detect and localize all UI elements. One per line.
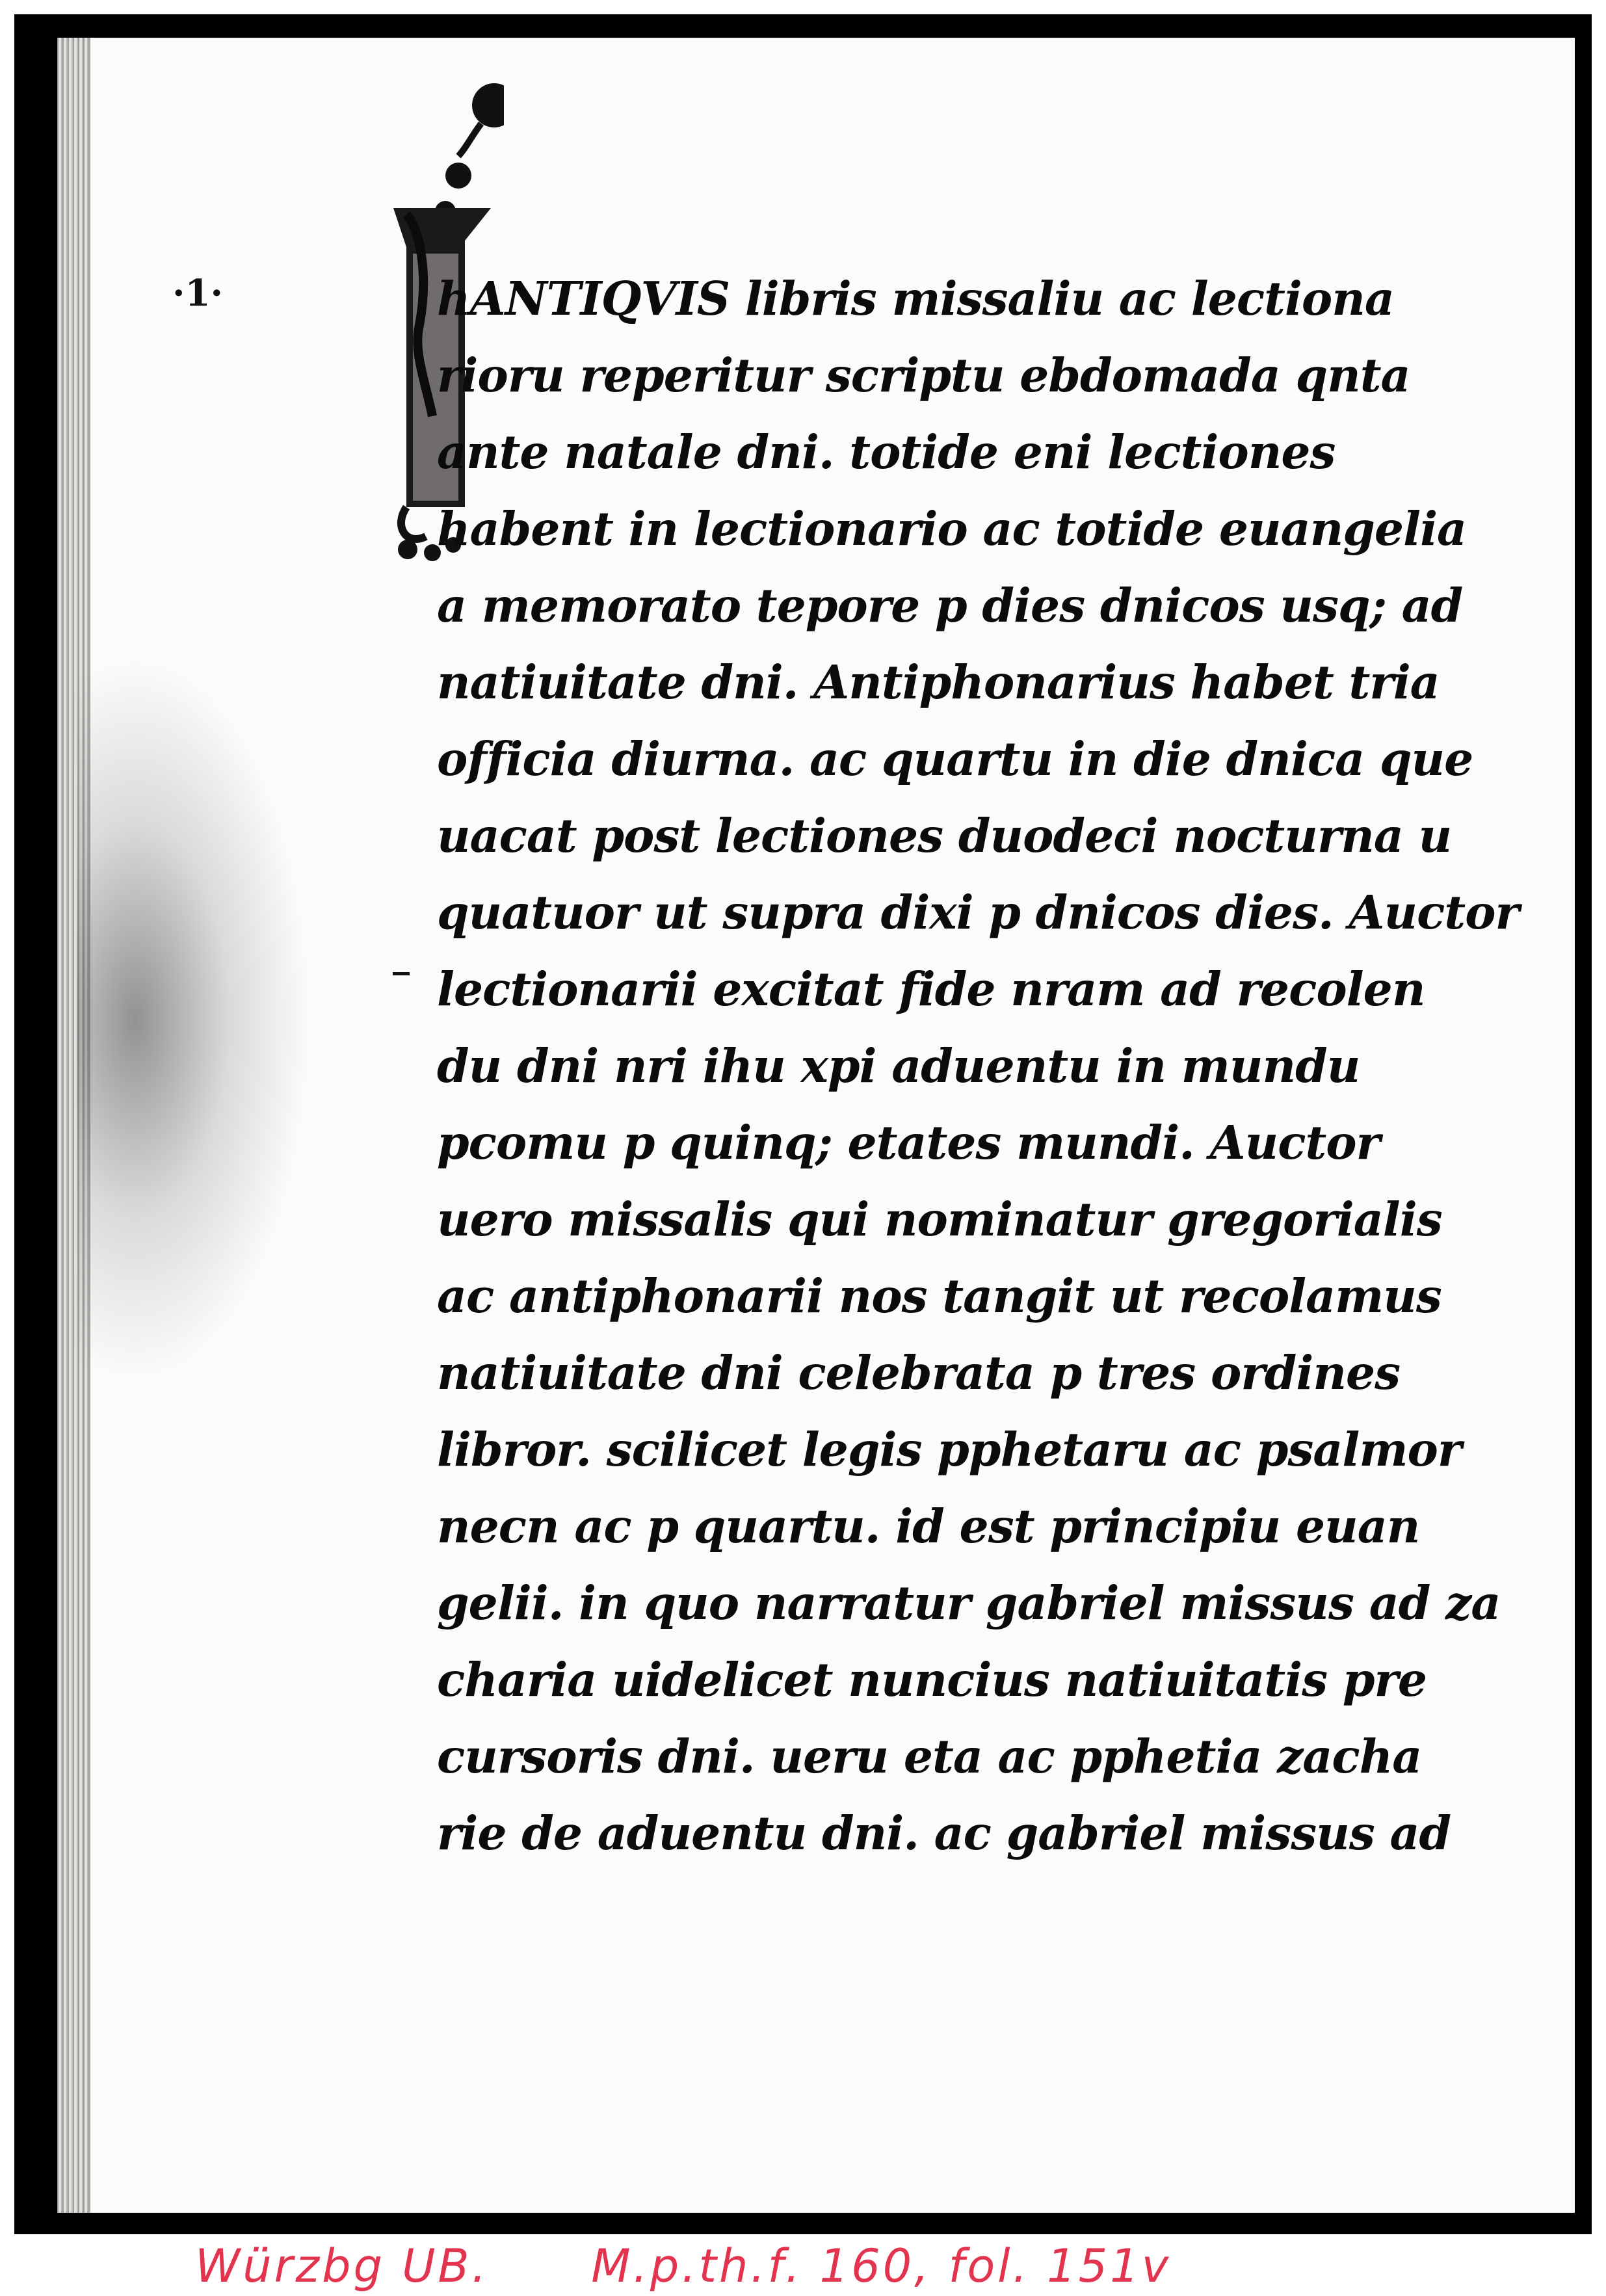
library-name: Würzbg UB. [195, 2239, 489, 2293]
text-line-18: gelii. in quo narratur gabriel missus ad za [437, 1576, 1501, 1630]
text-line-16: libror. scilicet legis pphetaru ac psalmor [437, 1422, 1462, 1477]
text-line-5: a memorato tepore p dies dnicos usq; ad [437, 578, 1463, 633]
text-line-4: habent in lectionario ac totide euangelia [437, 501, 1467, 556]
text-line-14: ac antiphonarii nos tangit ut recolamus [437, 1269, 1441, 1323]
text-line-6: natiuitate dni. Antiphonarius habet tria [437, 655, 1440, 709]
text-line-12: pcomu p quinq; etates mundi. Auctor [437, 1115, 1380, 1170]
text-line-7: officia diurna. ac quartu in die dnica que [437, 732, 1473, 786]
shelfmark: M.p.th.f. 160, fol. 151v [591, 2239, 1172, 2293]
text-line-2: rioru reperitur scriptu ebdomada qnta [437, 348, 1410, 402]
text-line-19: charia uidelicet nuncius natiuitatis pre [437, 1652, 1427, 1707]
margin-dash [393, 972, 410, 975]
text-line-11: du dni nri ihu xpi aduentu in mundu [437, 1038, 1360, 1093]
text-line-13: uero missalis qui nominatur gregorialis [437, 1192, 1442, 1247]
library-annotation [195, 2239, 1171, 2293]
text-line-10: lectionarii excitat fide nram ad recolen [437, 962, 1425, 1016]
text-line-1: hANTIQVIS libris missaliu ac lectiona [437, 271, 1394, 326]
text-line-3: ante natale dni. totide eni lectiones [437, 425, 1336, 479]
text-line-9: quatuor ut supra dixi p dnicos dies. Auctor [437, 885, 1519, 940]
text-line-15: natiuitate dni celebrata p tres ordines [437, 1345, 1401, 1400]
text-line-8: uacat post lectiones duodeci nocturna u [437, 808, 1452, 863]
page-stain [77, 655, 311, 1384]
text-line-17: necn ac p quartu. id est principiu euan [437, 1499, 1420, 1553]
manuscript-text-block [437, 260, 1519, 1871]
text-line-21: rie de aduentu dni. ac gabriel missus ad [437, 1806, 1451, 1860]
text-line-20: cursoris dni. ueru eta ac pphetia zacha [437, 1729, 1422, 1784]
folio-mark: ·1· [172, 272, 223, 315]
